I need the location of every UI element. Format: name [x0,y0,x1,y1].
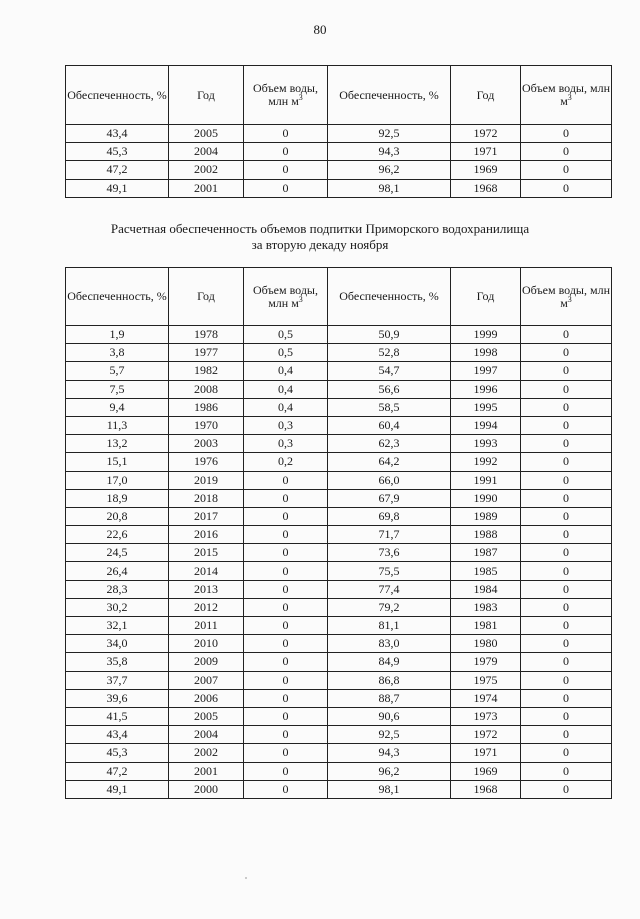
table-cell: 2010 [169,635,244,653]
table-cell: 0 [244,143,328,161]
table-cell: 1972 [451,125,521,143]
table-cell: 0 [244,489,328,507]
table-cell: 69,8 [328,507,451,525]
table-cell: 98,1 [328,780,451,798]
table-row [66,416,612,434]
table-cell: 94,3 [328,744,451,762]
table-cell: 1969 [451,762,521,780]
caption-line-2: за вторую декаду ноября [251,237,389,252]
table-cell: 0 [521,344,612,362]
table-cell: 0 [521,380,612,398]
table-cell: 0,3 [244,435,328,453]
table-cell: 0 [244,598,328,616]
table-cell: 58,5 [328,398,451,416]
header-year: Год [451,268,521,326]
table-cell: 96,2 [328,161,451,179]
table-cell: 2002 [169,744,244,762]
table-cell: 24,5 [66,544,169,562]
table-cell: 39,6 [66,689,169,707]
table-row [66,653,612,671]
table-cell: 0 [244,689,328,707]
table-row [66,671,612,689]
table-cell: 0 [244,471,328,489]
table-cell: 1988 [451,526,521,544]
table-cell: 0 [244,707,328,725]
table-cell: 47,2 [66,161,169,179]
table-cell: 1975 [451,671,521,689]
header-supply: Обеспеченность, % [328,268,451,326]
table-cell: 2018 [169,489,244,507]
header-year: Год [169,66,244,125]
table-cell: 0 [521,562,612,580]
table-cell: 0 [521,143,612,161]
table-cell: 0 [521,398,612,416]
table-cell: 1995 [451,398,521,416]
table-cell: 0 [244,762,328,780]
caption-line-1: Расчетная обеспеченность объемов подпитки Приморского водохранилища [110,221,530,236]
table-cell: 77,4 [328,580,451,598]
table-cell: 45,3 [66,143,169,161]
table-cell: 2017 [169,507,244,525]
table-cell: 2006 [169,689,244,707]
table-cell: 1998 [451,344,521,362]
table-cell: 0 [244,125,328,143]
table-row [66,179,612,197]
table-cell: 1991 [451,471,521,489]
supply-table-november [65,267,612,799]
table-row [66,707,612,725]
table-cell: 64,2 [328,453,451,471]
table-cell: 0,3 [244,416,328,434]
header-year: Год [169,268,244,326]
table-cell: 0 [521,580,612,598]
table-cell: 0,4 [244,380,328,398]
table-cell: 1970 [169,416,244,434]
table-cell: 0 [244,653,328,671]
table-cell: 83,0 [328,635,451,653]
header-volume: Объем воды, млн $м^3$ [244,268,328,326]
header-volume: Объем воды, млн $м^3$ [521,66,612,125]
table-cell: 2015 [169,544,244,562]
table-cell: 43,4 [66,726,169,744]
table-cell: 1981 [451,617,521,635]
table-cell: 18,9 [66,489,169,507]
table-cell: 1,9 [66,326,169,344]
table-cell: 1971 [451,143,521,161]
table-cell: 2014 [169,562,244,580]
table-row [66,344,612,362]
header-supply: Обеспеченность, % [66,268,169,326]
table-cell: 1985 [451,562,521,580]
table-cell: 0 [521,471,612,489]
table-cell: 49,1 [66,780,169,798]
table-cell: 0 [521,435,612,453]
table-cell: 1984 [451,580,521,598]
table-cell: 1969 [451,161,521,179]
table-cell: 0 [244,507,328,525]
table-cell: 1987 [451,544,521,562]
header-volume: Объем воды, млн $м^3$ [244,66,328,125]
table-cell: 1990 [451,489,521,507]
table-cell: 0 [521,507,612,525]
table-cell: 2001 [169,762,244,780]
table-cell: 0 [521,125,612,143]
table-cell: 2012 [169,598,244,616]
table-cell: 0 [521,489,612,507]
table-cell: 94,3 [328,143,451,161]
table-cell: 0 [244,179,328,197]
table-cell: 0 [244,580,328,598]
table-cell: 2000 [169,780,244,798]
table-cell: 9,4 [66,398,169,416]
table-cell: 1997 [451,362,521,380]
table-cell: 0 [244,726,328,744]
table-cell: 1973 [451,707,521,725]
table-cell: 0 [521,161,612,179]
header-year: Год [451,66,521,125]
table-cell: 1989 [451,507,521,525]
table-cell: 52,8 [328,344,451,362]
table-cell: 0 [244,780,328,798]
table-row [66,689,612,707]
table-cell: 0 [521,653,612,671]
table-cell: 2013 [169,580,244,598]
table-row [66,726,612,744]
table-cell: 11,3 [66,416,169,434]
table-cell: 20,8 [66,507,169,525]
table-row [66,489,612,507]
table-cell: 47,2 [66,762,169,780]
table-cell: 5,7 [66,362,169,380]
table-cell: 81,1 [328,617,451,635]
table-cell: 26,4 [66,562,169,580]
table-cell: 54,7 [328,362,451,380]
table-cell: 1968 [451,179,521,197]
header-supply: Обеспеченность, % [328,66,451,125]
table-cell: 22,6 [66,526,169,544]
table-row [66,435,612,453]
table-cell: 17,0 [66,471,169,489]
page-number: 80 [313,22,327,37]
table-cell: 0 [521,362,612,380]
table-cell: 73,6 [328,544,451,562]
table-cell: 0 [244,635,328,653]
table-cell: 75,5 [328,562,451,580]
table-cell: 1993 [451,435,521,453]
table-cell: 0 [521,780,612,798]
table-cell: 2009 [169,653,244,671]
table-cell: 0,4 [244,398,328,416]
table-cell: 0 [521,744,612,762]
table-row [66,161,612,179]
table-cell: 2005 [169,707,244,725]
table-cell: 98,1 [328,179,451,197]
table-cell: 0 [521,179,612,197]
table-cell: 0 [521,635,612,653]
table-row [66,380,612,398]
table-cell: 0 [521,598,612,616]
table-cell: 2001 [169,179,244,197]
table-cell: 1982 [169,362,244,380]
table-row [66,617,612,635]
table-cell: 1983 [451,598,521,616]
table-cell: 0 [244,617,328,635]
table-cell: 7,5 [66,380,169,398]
table-cell: 0 [521,617,612,635]
table-cell: 0 [521,762,612,780]
table-cell: 0 [521,707,612,725]
table-cell: 0 [521,453,612,471]
table-cell: 92,5 [328,726,451,744]
table-header-row [66,66,612,125]
table-cell: 88,7 [328,689,451,707]
table-row [66,471,612,489]
table-cell: 43,4 [66,125,169,143]
table-cell: 49,1 [66,179,169,197]
table-cell: 0 [244,161,328,179]
table-row [66,125,612,143]
table-cell: 1974 [451,689,521,707]
table-cell: 50,9 [328,326,451,344]
table-row [66,544,612,562]
table-cell: 1999 [451,326,521,344]
table-row [66,398,612,416]
table-cell: 1976 [169,453,244,471]
table-cell: 1977 [169,344,244,362]
table-cell: 84,9 [328,653,451,671]
table-row [66,598,612,616]
table-cell: 56,6 [328,380,451,398]
scan-speck [245,877,247,879]
table-cell: 0 [244,562,328,580]
table-cell: 0 [244,544,328,562]
table-cell: 0 [244,671,328,689]
header-volume: Объем воды, млн $м^3$ [521,268,612,326]
table-row [66,762,612,780]
header-supply: Обеспеченность, % [66,66,169,125]
table-cell: 30,2 [66,598,169,616]
table-cell: 0 [521,526,612,544]
table-cell: 2003 [169,435,244,453]
table-cell: 2002 [169,161,244,179]
table-cell: 1972 [451,726,521,744]
table-row [66,562,612,580]
table-cell: 1968 [451,780,521,798]
table-cell: 13,2 [66,435,169,453]
table-cell: 96,2 [328,762,451,780]
table-cell: 79,2 [328,598,451,616]
table-cell: 0 [521,326,612,344]
table-row [66,580,612,598]
table-cell: 60,4 [328,416,451,434]
table-cell: 28,3 [66,580,169,598]
table-row [66,507,612,525]
table-row [66,780,612,798]
table-cell: 2011 [169,617,244,635]
table-header-row [66,268,612,326]
table-cell: 0 [244,744,328,762]
table-cell: 92,5 [328,125,451,143]
table-cell: 1986 [169,398,244,416]
table-cell: 37,7 [66,671,169,689]
table-cell: 2019 [169,471,244,489]
table-cell: 2008 [169,380,244,398]
table-cell: 90,6 [328,707,451,725]
table-cell: 0 [521,726,612,744]
table-row [66,143,612,161]
table-cell: 41,5 [66,707,169,725]
table-cell: 62,3 [328,435,451,453]
table-row [66,744,612,762]
table-cell: 2005 [169,125,244,143]
table-cell: 71,7 [328,526,451,544]
table-cell: 0,4 [244,362,328,380]
table-cell: 32,1 [66,617,169,635]
table-cell: 1996 [451,380,521,398]
table-cell: 0 [244,526,328,544]
table-row [66,453,612,471]
table-cell: 2004 [169,726,244,744]
table-cell: 66,0 [328,471,451,489]
table-cell: 0 [521,689,612,707]
table-cell: 0,5 [244,326,328,344]
table-row [66,526,612,544]
table-cell: 2004 [169,143,244,161]
table-cell: 1994 [451,416,521,434]
table-cell: 3,8 [66,344,169,362]
table-cell: 0 [521,671,612,689]
table-cell: 1992 [451,453,521,471]
table-row [66,362,612,380]
table-cell: 67,9 [328,489,451,507]
table-cell: 1978 [169,326,244,344]
table-row [66,326,612,344]
table-cell: 2016 [169,526,244,544]
table-cell: 0 [521,544,612,562]
table-cell: 0 [521,416,612,434]
table-cell: 1971 [451,744,521,762]
table-caption [0,221,640,253]
table-cell: 35,8 [66,653,169,671]
table-cell: 34,0 [66,635,169,653]
table-cell: 15,1 [66,453,169,471]
table-cell: 2007 [169,671,244,689]
table-cell: 86,8 [328,671,451,689]
table-cell: 0,2 [244,453,328,471]
table-cell: 45,3 [66,744,169,762]
supply-table-continued [65,65,612,198]
table-cell: 1979 [451,653,521,671]
table-row [66,635,612,653]
table-cell: 1980 [451,635,521,653]
table-cell: 0,5 [244,344,328,362]
